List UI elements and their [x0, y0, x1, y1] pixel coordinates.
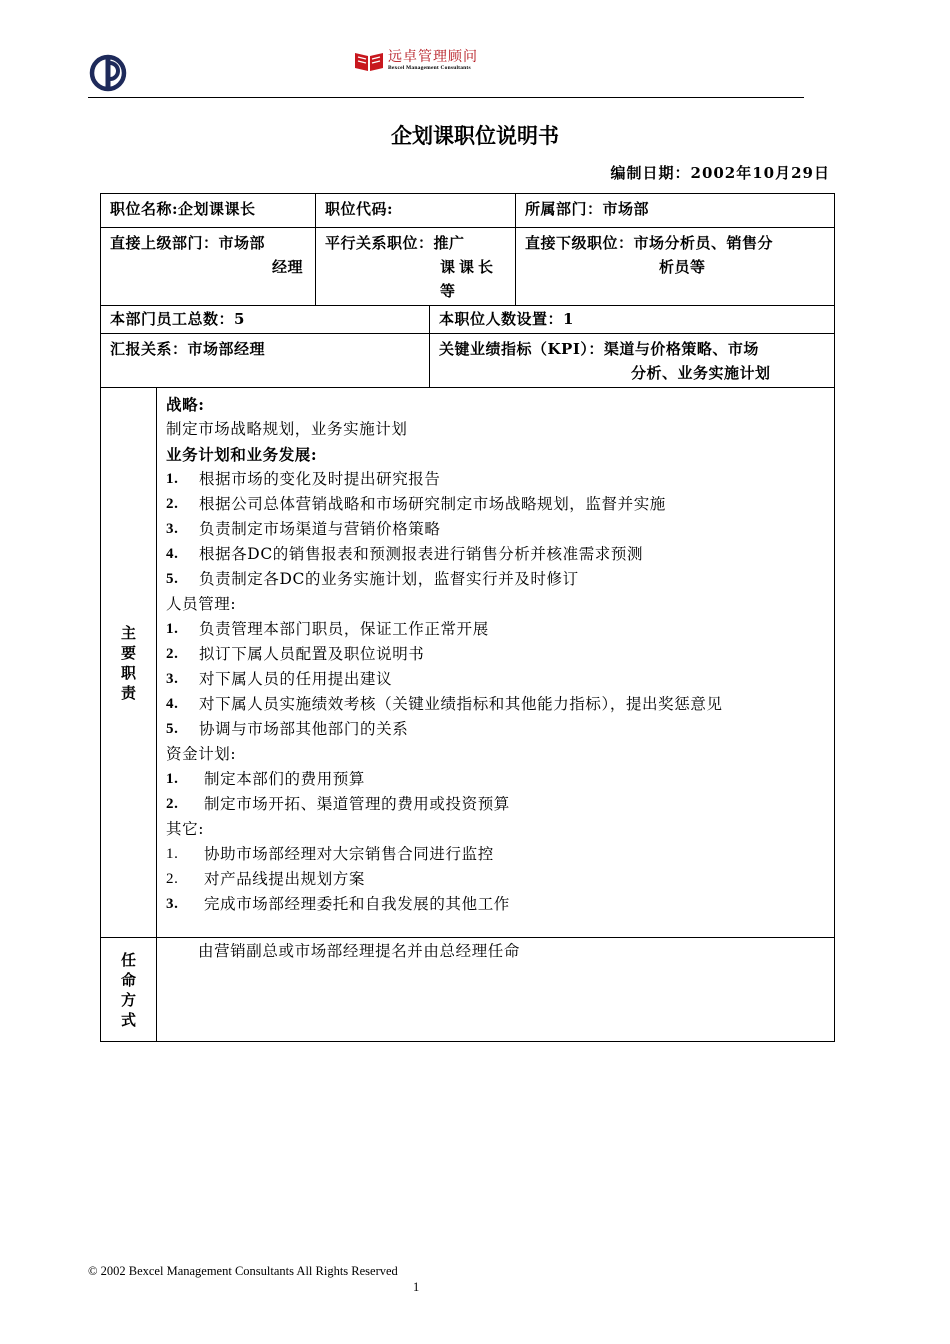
parallel-cell — [316, 228, 516, 306]
document-title: 企划课职位说明书 — [391, 123, 559, 148]
parallel-value: 课课长 — [440, 258, 498, 276]
brand-name-en: Bexcel Management Consultants — [388, 65, 471, 72]
superior-cell — [101, 228, 316, 306]
list-item: 1. 根据市场的变化及时提出研究报告 — [166, 470, 441, 488]
header-rule — [88, 97, 804, 98]
list-item: 5. 协调与市场部其他部门的关系 — [166, 720, 409, 738]
appointment-side-label: 任 命 方 式 — [101, 938, 157, 1042]
list-item: 1. 负责管理本部门职员，保证工作正常开展 — [166, 620, 489, 638]
superior-label: 直接上级部门：市场部 — [110, 234, 266, 252]
list-item: 1. 制定本部们的费用预算 — [166, 770, 366, 788]
subordinate-cell — [516, 228, 835, 306]
list-item: 5. 负责制定各DC的业务实施计划，监督实行并及时修订 — [166, 570, 579, 588]
list-item: 2. 对产品线提出规划方案 — [166, 870, 366, 888]
list-item: 2. 拟订下属人员配置及职位说明书 — [166, 645, 425, 663]
strategy-text: 制定市场战略规划，业务实施计划 — [166, 420, 408, 438]
job-description-table — [100, 193, 835, 1042]
superior-value: 经理 — [272, 258, 304, 276]
list-item: 4. 对下属人员实施绩效考核（关键业绩指标和其他能力指标），提出奖惩意见 — [166, 695, 723, 713]
kpi-value: 分析、业务实施计划 — [631, 364, 771, 382]
parallel-label: 平行关系职位：推广 — [325, 234, 465, 252]
position-name-cell: 职位名称:企划课课长 — [101, 194, 316, 228]
list-item: 3. 负责制定市场渠道与营销价格策略 — [166, 520, 441, 538]
list-item: 2. 根据公司总体营销战略和市场研究制定市场战略规划，监督并实施 — [166, 495, 666, 513]
subordinate-label: 直接下级职位：市场分析员、销售分 — [525, 234, 774, 252]
department-cell: 所属部门：市场部 — [516, 194, 835, 228]
personnel-heading: 人员管理: — [166, 595, 237, 613]
brand-name-cn: 远卓管理顾问 — [388, 49, 478, 66]
list-item: 4. 根据各DC的销售报表和预测报表进行销售分析并核准需求预测 — [166, 545, 644, 563]
brand-header — [354, 50, 478, 72]
position-count-cell: 本职位人数设置：1 — [430, 306, 835, 334]
headcount-cell: 本部门员工总数：5 — [101, 306, 430, 334]
list-item: 1. 协助市场部经理对大宗销售合同进行监控 — [166, 845, 494, 863]
kpi-label: 关键业绩指标（KPI）：渠道与价格策略、市场 — [439, 340, 759, 358]
business-heading: 业务计划和业务发展: — [166, 445, 318, 464]
document-date: 编制日期：2002年10月29日 — [610, 164, 830, 182]
duties-side-label: 主 要 职 责 — [101, 388, 157, 938]
other-heading: 其它: — [166, 820, 205, 838]
position-code-cell: 职位代码: — [316, 194, 516, 228]
kpi-cell — [430, 334, 835, 388]
report-cell: 汇报关系：市场部经理 — [101, 334, 430, 388]
subordinate-value: 析员等 — [659, 258, 706, 276]
book-logo-icon — [354, 50, 384, 72]
page-number: 1 — [413, 1280, 420, 1294]
appointment-content: 由营销副总或市场部经理提名并由总经理任命 — [157, 938, 835, 1042]
copyright-footer: © 2002 Bexcel Management Consultants All Rights Reserved — [88, 1264, 398, 1278]
list-item: 3. 完成市场部经理委托和自我发展的其他工作 — [166, 895, 510, 913]
parallel-value-2: 等 — [440, 282, 456, 300]
list-item: 3. 对下属人员的任用提出建议 — [166, 670, 393, 688]
list-item: 2. 制定市场开拓、渠道管理的费用或投资预算 — [166, 795, 510, 813]
strategy-heading: 战略: — [166, 395, 205, 414]
finance-heading: 资金计划: — [166, 745, 237, 763]
circle-logo-icon — [88, 53, 128, 93]
duties-content — [157, 388, 835, 938]
